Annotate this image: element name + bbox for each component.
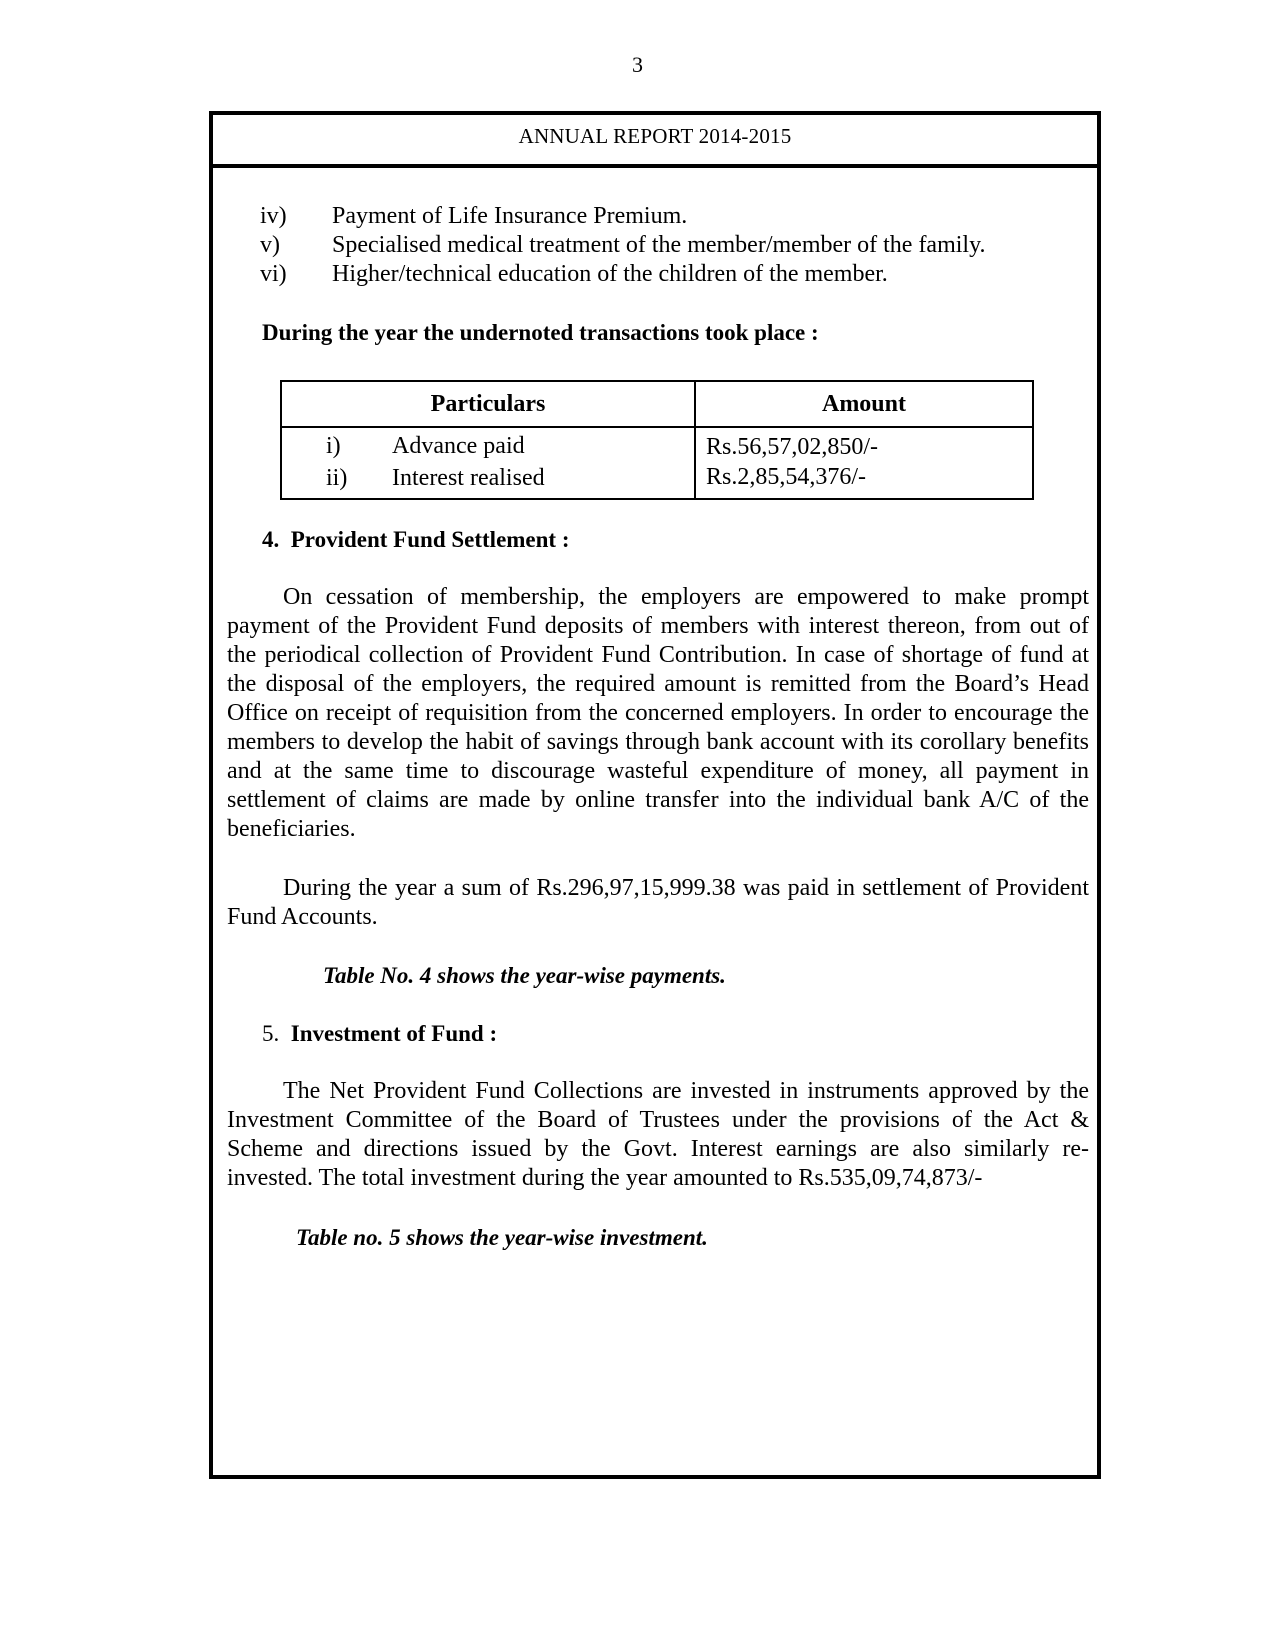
list-item-text: Higher/technical education of the children of the member. xyxy=(332,261,888,287)
section-4-payment-paragraph: During the year a sum of Rs.296,97,15,999.38 was paid in settlement of Provident Fund Accounts. xyxy=(227,875,1089,930)
list-item-number: v) xyxy=(260,232,280,258)
section-title: Investment of Fund : xyxy=(290,1021,498,1046)
report-header-title: ANNUAL REPORT 2014-2015 xyxy=(213,115,1097,168)
section-title: Provident Fund Settlement : xyxy=(290,527,570,552)
particular-text: Interest realised xyxy=(392,465,545,491)
particular-line xyxy=(326,462,694,494)
table-header-row xyxy=(281,381,1033,427)
particular-text: Advance paid xyxy=(392,433,525,459)
table-5-note: Table no. 5 shows the year-wise investment. xyxy=(296,1225,708,1250)
row-number: ii) xyxy=(326,465,348,491)
amount-cell xyxy=(695,427,1033,499)
column-header-particulars: Particulars xyxy=(281,381,695,427)
particulars-cell xyxy=(281,427,695,499)
list-item-number: iv) xyxy=(260,203,287,229)
section-number: 4. xyxy=(262,527,280,552)
purpose-list-item xyxy=(260,230,986,260)
list-item-text: Specialised medical treatment of the member/member of the family. xyxy=(332,232,986,258)
section-5-paragraph: The Net Provident Fund Collections are invested in instruments approved by the Investment Committee of the Board of Trustees under the provisions of the Act & Scheme and directions issued by the Govt. Interest earnings are also similarly re-invested. The total investment during the year amounted to Rs.535,09,74,873/- xyxy=(227,1078,1089,1191)
list-item-number: vi) xyxy=(260,261,287,287)
section-number: 5. xyxy=(262,1021,280,1046)
purpose-list-item xyxy=(260,201,687,231)
particular-line xyxy=(326,430,694,462)
transactions-heading: During the year the undernoted transactions took place : xyxy=(262,320,819,345)
table-4-note: Table No. 4 shows the year-wise payments. xyxy=(323,963,726,988)
section-4-heading xyxy=(262,527,570,553)
table-row xyxy=(281,427,1033,499)
amount-value: Rs.2,85,54,376/- xyxy=(706,464,867,490)
section-4-paragraph: On cessation of membership, the employers are empowered to make prompt payment of the Provident Fund deposits of members with interest thereon, from out of the periodical collection of Provident Fund Contribution. In case of shortage of fund at the disposal of the employers, the required amount is remitted from the Board’s Head Office on receipt of requisition from the concerned employers. In order to encourage the members to develop the habit of savings through bank account with its corollary benefits and at the same time to discourage wasteful expenditure of money, all payment in settlement of claims are made by online transfer into the individual bank A/C of the beneficiaries. xyxy=(227,584,1089,842)
section-5-heading xyxy=(262,1021,497,1047)
row-number: i) xyxy=(326,433,341,459)
page-number: 3 xyxy=(632,52,643,77)
purpose-list-item xyxy=(260,259,888,289)
list-item-text: Payment of Life Insurance Premium. xyxy=(332,203,688,229)
transactions-table xyxy=(280,380,1034,500)
amount-value: Rs.56,57,02,850/- xyxy=(706,434,879,460)
column-header-amount: Amount xyxy=(695,381,1033,427)
